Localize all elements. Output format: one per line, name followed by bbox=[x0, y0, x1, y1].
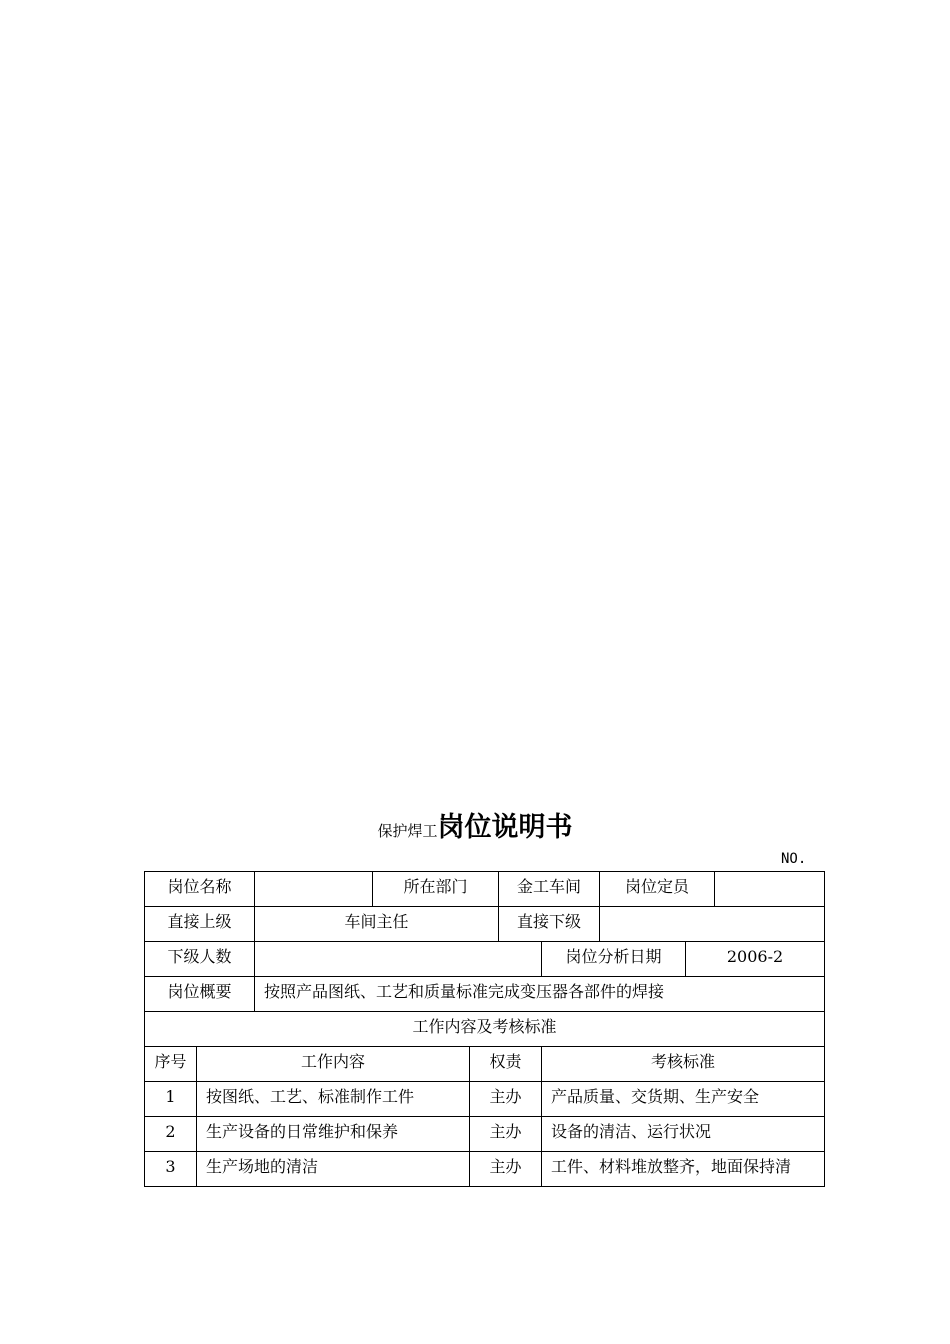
value-subordinate-count bbox=[254, 942, 541, 976]
label-staffing: 岗位定员 bbox=[599, 872, 714, 906]
title-prefix: 保护焊工 bbox=[377, 822, 438, 840]
row-content: 生产场地的清洁 bbox=[196, 1152, 469, 1186]
value-post-name bbox=[254, 872, 372, 906]
label-subordinate-count: 下级人数 bbox=[167, 947, 232, 966]
label-subordinate: 直接下级 bbox=[498, 907, 599, 941]
row-standard: 设备的清洁、运行状况 bbox=[541, 1117, 824, 1151]
info-row-count bbox=[144, 941, 825, 976]
label-superior: 直接上级 bbox=[167, 912, 232, 931]
row-no: 2 bbox=[165, 1122, 176, 1141]
value-summary: 按照产品图纸、工艺和质量标准完成变压器各部件的焊接 bbox=[254, 977, 824, 1011]
document-title bbox=[0, 805, 950, 844]
header-standard: 考核标准 bbox=[541, 1047, 824, 1081]
value-department: 金工车间 bbox=[498, 872, 599, 906]
row-duty: 主办 bbox=[469, 1117, 541, 1151]
value-subordinate bbox=[599, 907, 824, 941]
label-summary: 岗位概要 bbox=[167, 982, 232, 1001]
row-content: 生产设备的日常维护和保养 bbox=[196, 1117, 469, 1151]
table-row bbox=[144, 1116, 825, 1151]
value-staffing bbox=[714, 872, 824, 906]
value-superior: 车间主任 bbox=[254, 907, 498, 941]
row-duty: 主办 bbox=[469, 1152, 541, 1186]
header-content: 工作内容 bbox=[196, 1047, 469, 1081]
header-duty: 权责 bbox=[469, 1047, 541, 1081]
row-standard: 工件、材料堆放整齐，地面保持清 bbox=[541, 1152, 824, 1186]
header-no: 序号 bbox=[154, 1052, 187, 1071]
info-row-superior bbox=[144, 906, 825, 941]
row-duty: 主办 bbox=[469, 1082, 541, 1116]
info-row-name bbox=[144, 871, 825, 906]
title-main: 岗位说明书 bbox=[437, 812, 573, 843]
job-description-table bbox=[144, 871, 825, 1187]
section-title: 工作内容及考核标准 bbox=[412, 1017, 557, 1036]
section-title-row bbox=[144, 1011, 825, 1046]
label-department: 所在部门 bbox=[372, 872, 498, 906]
column-header-row bbox=[144, 1046, 825, 1081]
label-post-name: 岗位名称 bbox=[167, 877, 232, 896]
label-analysis-date: 岗位分析日期 bbox=[541, 942, 685, 976]
number-label: NO. bbox=[781, 851, 807, 867]
row-no: 3 bbox=[165, 1157, 176, 1176]
table-row bbox=[144, 1081, 825, 1116]
value-analysis-date: 2006-2 bbox=[685, 942, 824, 976]
row-no: 1 bbox=[165, 1087, 176, 1106]
row-standard: 产品质量、交货期、生产安全 bbox=[541, 1082, 824, 1116]
row-content: 按图纸、工艺、标准制作工件 bbox=[196, 1082, 469, 1116]
info-row-summary bbox=[144, 976, 825, 1011]
table-row bbox=[144, 1151, 825, 1187]
